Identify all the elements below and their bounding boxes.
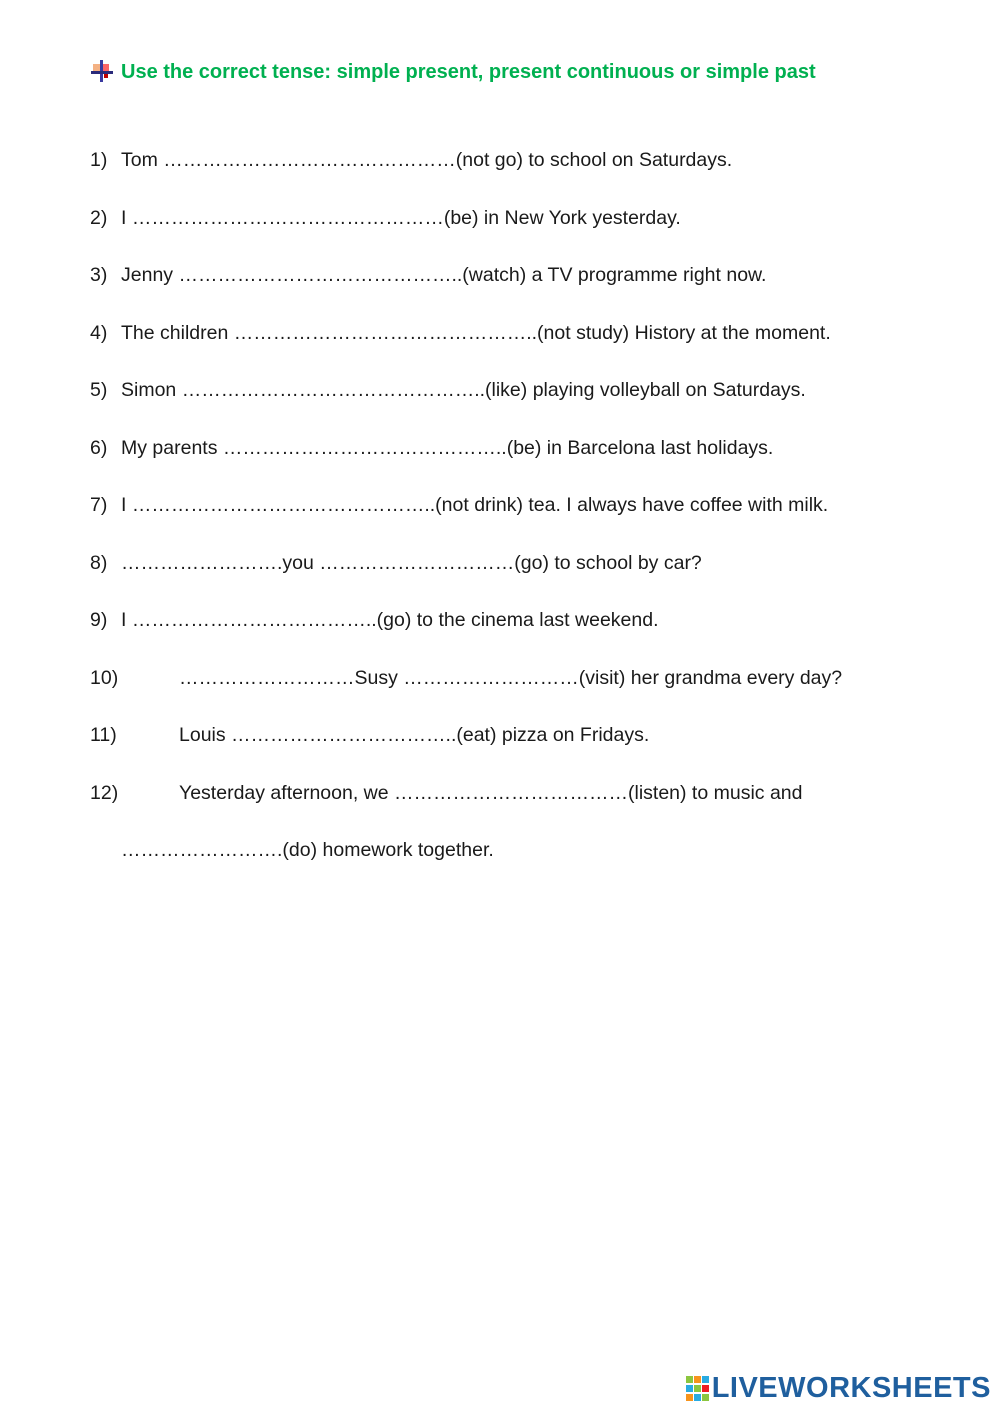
item-sentence: The children ………………………………………..(not study) History at the moment. (121, 321, 831, 344)
item-sentence: I …………………………………………(be) in New York yesterday. (121, 206, 681, 229)
exercise-item (90, 316, 950, 374)
exercise-item (90, 546, 950, 604)
exercise-item (90, 603, 950, 661)
item-number: 8) (90, 551, 108, 574)
item-number: 3) (90, 264, 108, 286)
item-sentence: Yesterday afternoon, we ………………………………(listen) to music and (179, 781, 803, 804)
item-sentence: I ………………………………………..(not drink) tea. I always have coffee with milk. (121, 494, 829, 516)
item-sentence: Simon ………………………………………..(like) playing volleyball on Saturdays. (121, 379, 806, 401)
item-number: 12) (90, 781, 119, 804)
exercise-item (90, 143, 950, 201)
exercise-item (90, 661, 950, 719)
item-number: 6) (90, 436, 108, 459)
item-number: 4) (90, 321, 108, 344)
item-sentence: …………………….you …………………………(go) to school by car? (121, 551, 702, 574)
item-number: 5) (90, 379, 108, 401)
item-number: 11) (90, 724, 117, 746)
exercise-item (90, 201, 950, 259)
exercise-item (90, 373, 950, 431)
item-number: 7) (90, 494, 108, 516)
pushpin-bullet-icon (90, 60, 114, 84)
item-sentence: Louis ……………………………..(eat) pizza on Fridays. (179, 724, 650, 746)
instruction-heading (90, 60, 816, 84)
item-sentence: My parents ……………………………………..(be) in Barcelona last holidays. (121, 436, 774, 459)
brand-name: LIVEWORKSHEETS (711, 1372, 991, 1404)
exercise-item (90, 431, 950, 489)
item-number: 10) (90, 666, 119, 689)
exercise-item (90, 258, 950, 316)
exercise-item (90, 776, 950, 834)
item-sentence: ………………………Susy ………………………(visit) her grandma every day? (179, 666, 843, 689)
heading-text: Use the correct tense: simple present, present continuous or simple past (121, 60, 816, 83)
liveworksheets-brand (686, 1372, 991, 1405)
exercise-item (90, 488, 950, 546)
item-number: 9) (90, 609, 108, 631)
item-number: 1) (90, 149, 108, 171)
item-sentence-continuation: …………………….(do) homework together. (121, 839, 494, 861)
exercise-list (90, 143, 950, 891)
item-number: 2) (90, 206, 108, 229)
item-sentence: Tom ………………………………………(not go) to school on Saturdays. (121, 149, 733, 171)
exercise-item (90, 718, 950, 776)
exercise-item-continuation (90, 833, 950, 891)
liveworksheets-logo-icon (686, 1376, 710, 1402)
item-sentence: I ………………………………..(go) to the cinema last weekend. (121, 609, 659, 631)
item-sentence: Jenny ……………………………………..(watch) a TV programme right now. (121, 264, 767, 286)
